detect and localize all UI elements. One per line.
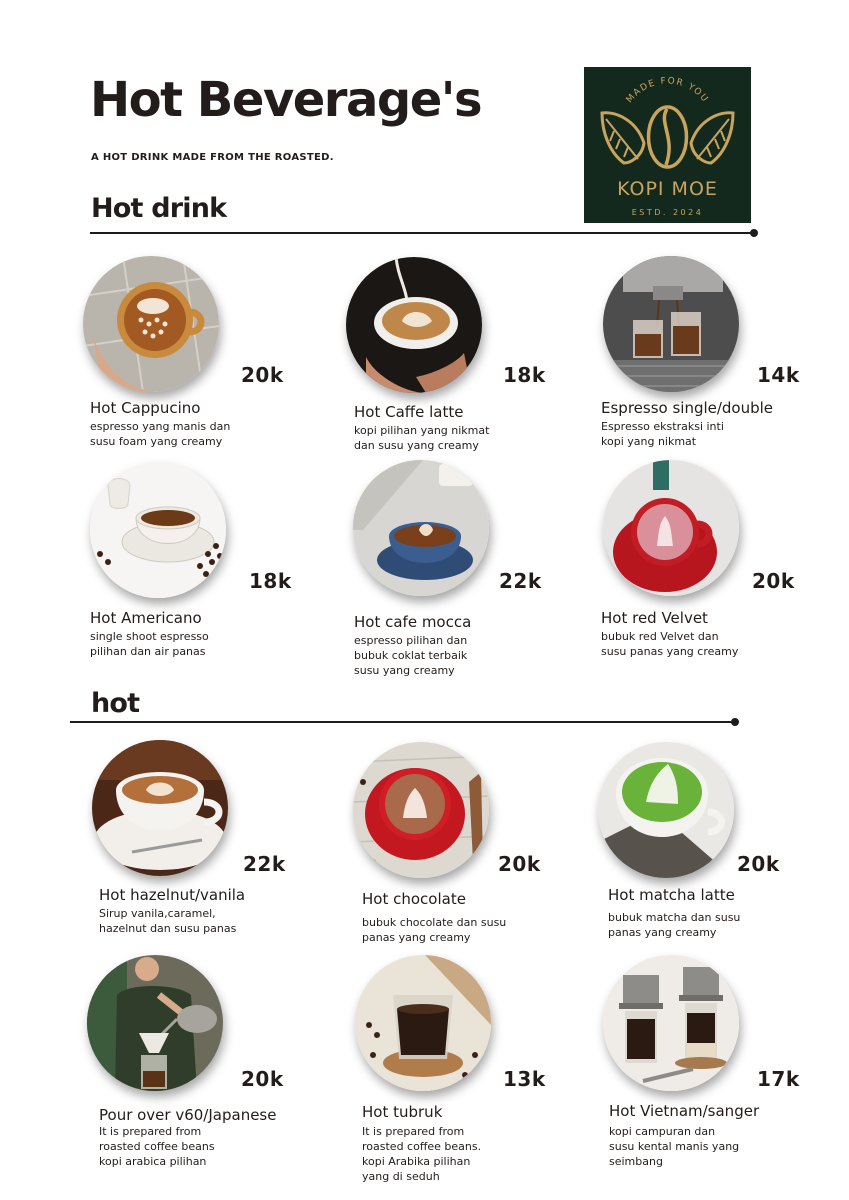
item-name: Hot Caffe latte [354, 403, 464, 421]
section-divider [90, 232, 754, 234]
logo-name: KOPI MOE [617, 178, 718, 200]
item-description-line: kopi arabica pilihan [99, 1155, 207, 1168]
item-name: Hot tubruk [362, 1103, 443, 1121]
item-description-line: pilihan dan air panas [90, 645, 206, 658]
item-description-line: seimbang [609, 1155, 663, 1168]
item-description-line: Sirup vanila,caramel, [99, 907, 216, 920]
vietnam-drip-photo [603, 955, 739, 1091]
item-description-line: hazelnut dan susu panas [99, 922, 237, 935]
logo-established: ESTD. 2024 [631, 208, 704, 217]
item-name: Pour over v60/Japanese [99, 1106, 277, 1124]
item-description-line: yang di seduh [362, 1170, 440, 1183]
pour-over-barista-photo [87, 955, 223, 1091]
item-name: Hot hazelnut/vanila [99, 886, 246, 904]
item-price: 20k [241, 1067, 284, 1091]
item-description-line: kopi campuran dan [609, 1125, 716, 1138]
item-description-line: bubuk chocolate dan susu [362, 916, 507, 929]
item-description-line: bubuk matcha dan susu [608, 911, 741, 924]
item-description-line: bubuk red Velvet dan [601, 630, 719, 643]
item-description-line: roasted coffee beans [99, 1140, 215, 1153]
espresso-shots-photo [603, 256, 739, 392]
section-divider [70, 721, 735, 723]
item-description-line: It is prepared from [362, 1125, 465, 1138]
item-price: 18k [503, 363, 546, 387]
item-price: 22k [243, 852, 286, 876]
americano-cup-photo [90, 462, 226, 598]
item-description-line: susu panas yang creamy [601, 645, 739, 658]
page-subtitle: A HOT DRINK MADE FROM THE ROASTED. [91, 152, 334, 163]
item-description-line: It is prepared from [99, 1125, 202, 1138]
item-price: 20k [498, 852, 541, 876]
item-description-line: susu kental manis yang [609, 1140, 740, 1153]
hot-chocolate-photo [353, 742, 489, 878]
item-name: Hot chocolate [362, 890, 466, 908]
coffee-bean-leaves-icon [584, 67, 751, 223]
item-description-line: kopi pilihan yang nikmat [354, 424, 490, 437]
item-price: 17k [757, 1067, 800, 1091]
item-name: Hot cafe mocca [354, 613, 472, 631]
item-description-line: single shoot espresso [90, 630, 209, 643]
item-description-line: Espresso ekstraksi inti [601, 420, 724, 433]
hazelnut-latte-photo [92, 740, 228, 876]
cappuccino-cup-photo [83, 256, 219, 392]
item-description-line: kopi Arabika pilihan [362, 1155, 471, 1168]
item-price: 22k [499, 569, 542, 593]
item-description-line: dan susu yang creamy [354, 439, 479, 452]
item-price: 20k [737, 852, 780, 876]
item-description-line: roasted coffee beans. [362, 1140, 482, 1153]
item-description-line: bubuk coklat terbaik [354, 649, 468, 662]
item-description-line: panas yang creamy [608, 926, 717, 939]
logo-top-text: MADE FOR YOU [624, 76, 711, 106]
tubruk-glass-photo [355, 955, 491, 1091]
red-velvet-cup-photo [603, 460, 739, 596]
matcha-latte-photo [598, 742, 734, 878]
item-description-line: panas yang creamy [362, 931, 471, 944]
item-description-line: kopi yang nikmat [601, 435, 697, 448]
svg-text:MADE FOR YOU [625, 76, 711, 105]
item-price: 20k [752, 569, 795, 593]
item-description-line: susu foam yang creamy [90, 435, 223, 448]
item-name: Hot Americano [90, 609, 202, 627]
item-price: 20k [241, 363, 284, 387]
kopi-moe-logo [584, 67, 751, 223]
item-name: Hot red Velvet [601, 609, 708, 627]
item-price: 14k [757, 363, 800, 387]
item-name: Hot matcha latte [608, 886, 735, 904]
section-heading-hot: hot [91, 688, 140, 719]
mocca-cup-photo [353, 460, 489, 596]
section-heading-hot-drink: Hot drink [91, 193, 227, 224]
latte-pour-photo [346, 257, 482, 393]
page-title: Hot Beverage's [90, 72, 482, 128]
item-name: Hot Vietnam/sanger [609, 1102, 760, 1120]
item-name: Hot Cappucino [90, 399, 201, 417]
item-price: 18k [249, 569, 292, 593]
item-description-line: susu yang creamy [354, 664, 455, 677]
item-description-line: espresso pilihan dan [354, 634, 468, 647]
item-name: Espresso single/double [601, 399, 774, 417]
item-description-line: espresso yang manis dan [90, 420, 231, 433]
item-price: 13k [503, 1067, 546, 1091]
